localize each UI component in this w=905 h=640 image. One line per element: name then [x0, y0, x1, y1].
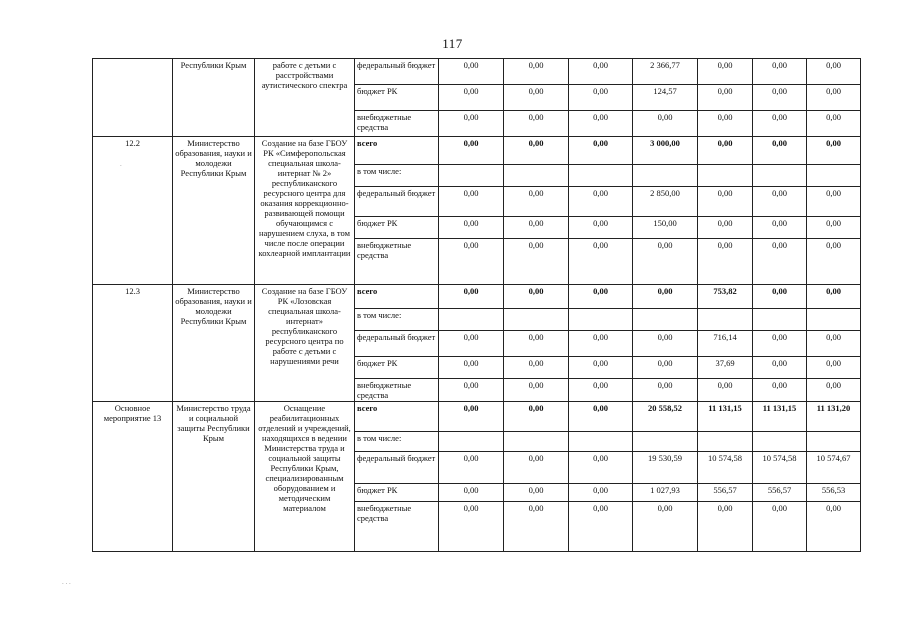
amount-cell: 0,00 — [504, 402, 569, 432]
amount-cell: 0,00 — [569, 331, 633, 357]
amount-cell — [633, 165, 698, 187]
funding-source-cell: внебюджетные средства — [355, 239, 439, 285]
amount-cell: 0,00 — [439, 217, 504, 239]
executor-cell: Министерство образования, науки и молодежи Республики Крым — [173, 285, 255, 402]
amount-cell: 0,00 — [633, 331, 698, 357]
funding-source-cell: внебюджетные средства — [355, 111, 439, 137]
amount-cell: 0,00 — [807, 217, 861, 239]
amount-cell: 0,00 — [753, 217, 807, 239]
amount-cell: 0,00 — [807, 502, 861, 552]
page-number: 117 — [442, 36, 463, 51]
amount-cell: 0,00 — [504, 187, 569, 217]
amount-cell: 0,00 — [569, 137, 633, 165]
amount-cell — [633, 432, 698, 452]
amount-cell — [439, 309, 504, 331]
table-row — [93, 285, 861, 309]
amount-cell: 1 027,93 — [633, 484, 698, 502]
amount-cell: 0,00 — [633, 502, 698, 552]
amount-cell: 0,00 — [753, 137, 807, 165]
amount-cell: 0,00 — [439, 402, 504, 432]
funding-source-cell: всего — [355, 285, 439, 309]
table-row — [93, 402, 861, 432]
funding-source-cell: в том числе: — [355, 165, 439, 187]
amount-cell: 0,00 — [439, 187, 504, 217]
amount-cell: 556,57 — [698, 484, 753, 502]
measure-description-cell: работе с детьми с расстройствами аутистического спектра — [255, 59, 355, 137]
amount-cell: 0,00 — [504, 331, 569, 357]
amount-cell — [698, 432, 753, 452]
amount-cell: 0,00 — [807, 357, 861, 379]
funding-source-cell: бюджет РК — [355, 85, 439, 111]
amount-cell: 0,00 — [753, 59, 807, 85]
amount-cell — [807, 432, 861, 452]
amount-cell: 0,00 — [439, 137, 504, 165]
measure-number-cell: 12.2 — [93, 137, 173, 285]
amount-cell — [807, 309, 861, 331]
amount-cell: 3 000,00 — [633, 137, 698, 165]
funding-source-cell: в том числе: — [355, 309, 439, 331]
amount-cell: 0,00 — [807, 379, 861, 402]
amount-cell: 0,00 — [439, 85, 504, 111]
amount-cell: 19 530,59 — [633, 452, 698, 484]
amount-cell: 0,00 — [569, 111, 633, 137]
amount-cell: 0,00 — [698, 502, 753, 552]
amount-cell: 0,00 — [569, 357, 633, 379]
funding-source-cell: в том числе: — [355, 432, 439, 452]
amount-cell — [569, 432, 633, 452]
amount-cell — [504, 165, 569, 187]
scan-mark: . . . — [62, 578, 71, 586]
amount-cell: 0,00 — [569, 59, 633, 85]
measure-number-cell: 12.3 — [93, 285, 173, 402]
amount-cell: 0,00 — [753, 379, 807, 402]
amount-cell: 150,00 — [633, 217, 698, 239]
amount-cell: 0,00 — [633, 379, 698, 402]
amount-cell: 0,00 — [633, 285, 698, 309]
amount-cell: 10 574,58 — [753, 452, 807, 484]
amount-cell: 11 131,15 — [753, 402, 807, 432]
funding-source-cell: внебюджетные средства — [355, 502, 439, 552]
amount-cell: 0,00 — [569, 402, 633, 432]
amount-cell: 0,00 — [439, 379, 504, 402]
amount-cell: 0,00 — [753, 111, 807, 137]
amount-cell — [753, 432, 807, 452]
amount-cell: 0,00 — [807, 285, 861, 309]
amount-cell: 0,00 — [439, 239, 504, 285]
amount-cell: 0,00 — [753, 357, 807, 379]
amount-cell: 0,00 — [439, 331, 504, 357]
amount-cell: 0,00 — [439, 357, 504, 379]
amount-cell: 0,00 — [569, 452, 633, 484]
amount-cell: 0,00 — [504, 85, 569, 111]
amount-cell — [698, 165, 753, 187]
funding-source-cell: всего — [355, 402, 439, 432]
amount-cell: 2 850,00 — [633, 187, 698, 217]
amount-cell: 0,00 — [569, 85, 633, 111]
measure-description-cell: Создание на базе ГБОУ РК «Лозовская специальная школа-интернат» республиканского ресурсного центра по работе с детьми с нарушениями речи — [255, 285, 355, 402]
amount-cell: 0,00 — [753, 285, 807, 309]
amount-cell: 0,00 — [753, 239, 807, 285]
amount-cell: 0,00 — [807, 239, 861, 285]
amount-cell — [753, 165, 807, 187]
amount-cell: 0,00 — [753, 331, 807, 357]
amount-cell: 0,00 — [439, 59, 504, 85]
amount-cell: 0,00 — [698, 137, 753, 165]
amount-cell: 37,69 — [698, 357, 753, 379]
amount-cell: 0,00 — [504, 452, 569, 484]
amount-cell: 0,00 — [504, 59, 569, 85]
amount-cell: 124,57 — [633, 85, 698, 111]
amount-cell: 0,00 — [504, 217, 569, 239]
amount-cell: 0,00 — [569, 239, 633, 285]
amount-cell — [439, 432, 504, 452]
amount-cell: 0,00 — [439, 502, 504, 552]
amount-cell: 0,00 — [439, 285, 504, 309]
amount-cell: 0,00 — [633, 357, 698, 379]
amount-cell: 0,00 — [698, 217, 753, 239]
amount-cell: 0,00 — [633, 239, 698, 285]
amount-cell: 0,00 — [504, 285, 569, 309]
funding-source-cell: всего — [355, 137, 439, 165]
amount-cell: 0,00 — [807, 85, 861, 111]
funding-source-cell: бюджет РК — [355, 217, 439, 239]
amount-cell: 11 131,20 — [807, 402, 861, 432]
amount-cell: 0,00 — [807, 111, 861, 137]
budget-table — [92, 58, 861, 552]
amount-cell: 0,00 — [807, 59, 861, 85]
amount-cell — [698, 309, 753, 331]
amount-cell: 0,00 — [698, 85, 753, 111]
executor-cell: Министерство образования, науки и молодежи Республики Крым — [173, 137, 255, 285]
amount-cell — [439, 165, 504, 187]
funding-source-cell: бюджет РК — [355, 357, 439, 379]
amount-cell: 10 574,67 — [807, 452, 861, 484]
amount-cell: 0,00 — [504, 379, 569, 402]
amount-cell: 0,00 — [698, 379, 753, 402]
executor-cell: Министерство труда и социальной защиты Республики Крым — [173, 402, 255, 552]
amount-cell — [504, 432, 569, 452]
funding-source-cell: федеральный бюджет — [355, 331, 439, 357]
amount-cell: 2 366,77 — [633, 59, 698, 85]
amount-cell: 0,00 — [569, 187, 633, 217]
amount-cell: 0,00 — [569, 217, 633, 239]
amount-cell: 0,00 — [807, 331, 861, 357]
amount-cell — [633, 309, 698, 331]
amount-cell: 0,00 — [753, 187, 807, 217]
funding-source-cell: внебюджетные средства — [355, 379, 439, 402]
funding-source-cell: бюджет РК — [355, 484, 439, 502]
amount-cell: 753,82 — [698, 285, 753, 309]
amount-cell: 10 574,58 — [698, 452, 753, 484]
amount-cell: 556,53 — [807, 484, 861, 502]
amount-cell — [569, 165, 633, 187]
measure-description-cell: Создание на базе ГБОУ РК «Симферопольская специальная школа-интернат № 2» республиканского ресурсного центра для оказания коррекционно-развивающей помощи обучающимся с нарушением слуха, в том числе после операции кохлеарной имплантации — [255, 137, 355, 285]
scan-mark: . — [120, 160, 122, 168]
amount-cell: 0,00 — [569, 379, 633, 402]
amount-cell: 0,00 — [753, 85, 807, 111]
amount-cell: 0,00 — [439, 484, 504, 502]
amount-cell: 0,00 — [504, 484, 569, 502]
amount-cell: 0,00 — [698, 187, 753, 217]
amount-cell: 0,00 — [698, 59, 753, 85]
amount-cell: 0,00 — [504, 357, 569, 379]
funding-source-cell: федеральный бюджет — [355, 59, 439, 85]
amount-cell: 0,00 — [439, 111, 504, 137]
amount-cell: 11 131,15 — [698, 402, 753, 432]
amount-cell: 0,00 — [698, 111, 753, 137]
executor-cell: Республики Крым — [173, 59, 255, 137]
amount-cell: 20 558,52 — [633, 402, 698, 432]
funding-source-cell: федеральный бюджет — [355, 452, 439, 484]
table-row — [93, 137, 861, 165]
amount-cell: 0,00 — [807, 137, 861, 165]
amount-cell — [753, 309, 807, 331]
amount-cell: 716,14 — [698, 331, 753, 357]
amount-cell: 0,00 — [504, 137, 569, 165]
measure-number-cell — [93, 59, 173, 137]
amount-cell: 0,00 — [569, 502, 633, 552]
amount-cell: 0,00 — [569, 285, 633, 309]
funding-source-cell: федеральный бюджет — [355, 187, 439, 217]
measure-description-cell: Оснащение реабилитационных отделений и учреждений, находящихся в ведении Министерства труда и социальной защиты Республики Крым, специализированным оборудованием и методическим материалом — [255, 402, 355, 552]
amount-cell: 0,00 — [633, 111, 698, 137]
amount-cell: 0,00 — [569, 484, 633, 502]
table-row — [93, 59, 861, 85]
amount-cell: 0,00 — [504, 239, 569, 285]
amount-cell — [807, 165, 861, 187]
amount-cell: 0,00 — [698, 239, 753, 285]
amount-cell: 0,00 — [504, 502, 569, 552]
measure-number-cell: Основное мероприятие 13 — [93, 402, 173, 552]
amount-cell: 0,00 — [504, 111, 569, 137]
amount-cell — [504, 309, 569, 331]
amount-cell: 556,57 — [753, 484, 807, 502]
amount-cell: 0,00 — [439, 452, 504, 484]
amount-cell — [569, 309, 633, 331]
amount-cell: 0,00 — [753, 502, 807, 552]
amount-cell: 0,00 — [807, 187, 861, 217]
